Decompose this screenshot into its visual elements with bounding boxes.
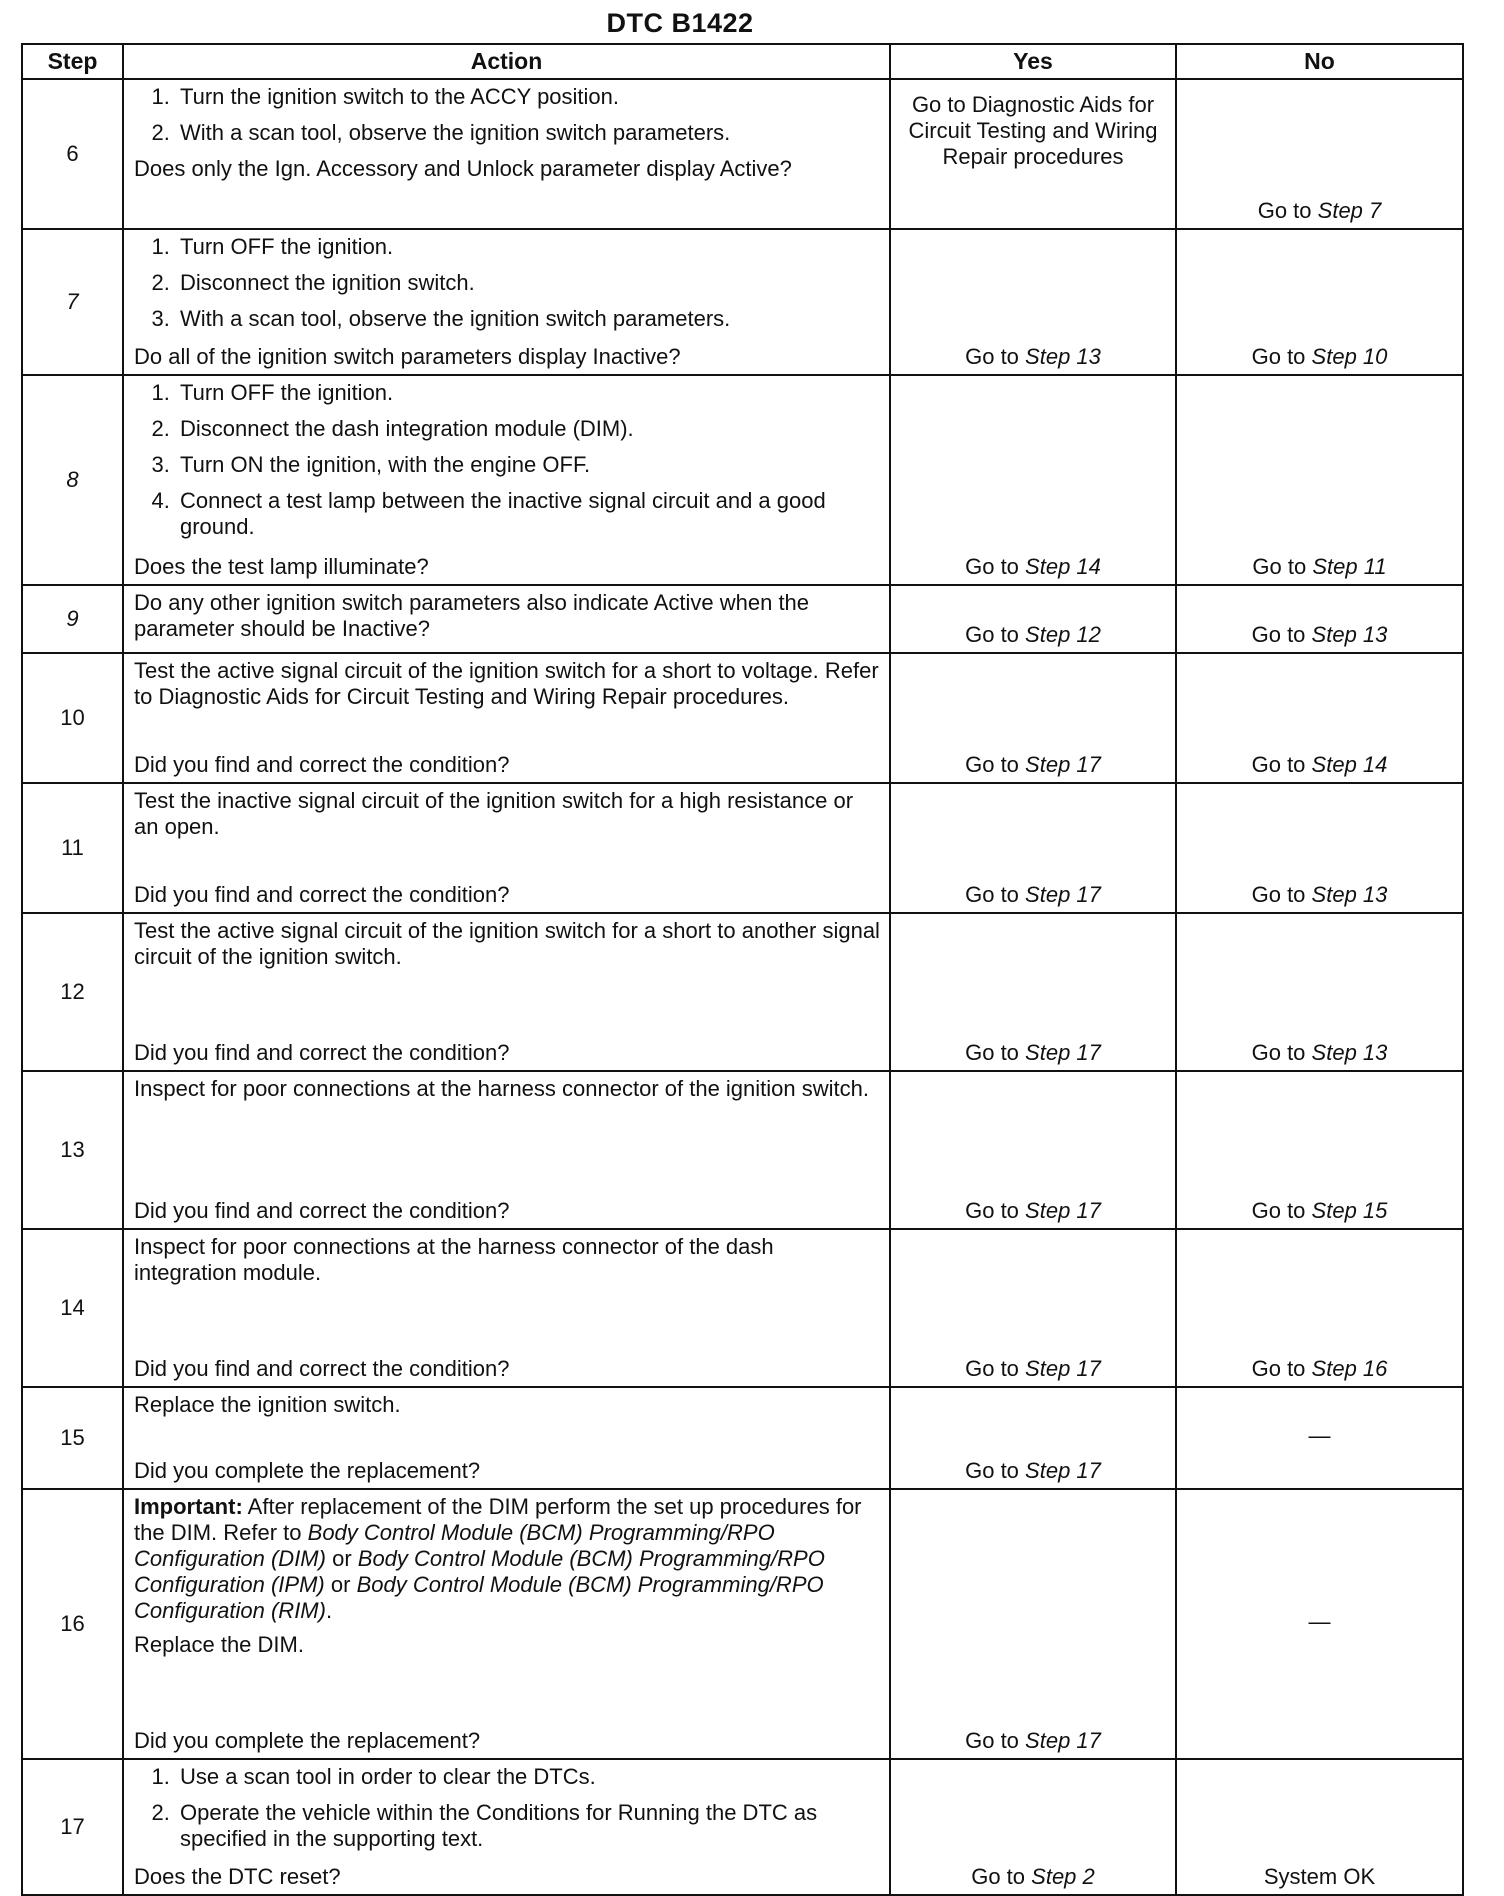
- no-cell: [1176, 1071, 1463, 1229]
- yes-cell: [890, 913, 1176, 1071]
- no-cell: [1176, 585, 1463, 653]
- action-list-item: 4. Connect a test lamp between the inactive signal circuit and a good ground.: [176, 488, 881, 540]
- step-number: 17: [22, 1759, 123, 1895]
- action-list-item: 3. With a scan tool, observe the ignition switch parameters.: [176, 306, 881, 332]
- important-note: [134, 1494, 881, 1624]
- goto-prefix: Go to: [1251, 1040, 1306, 1065]
- reference-link[interactable]: Body Control Module (BCM) Programming/RPO Configuration (RIM): [134, 1572, 824, 1623]
- no-cell: [1176, 783, 1463, 913]
- goto-step-link[interactable]: Step 16: [1311, 1356, 1388, 1381]
- no-cell: [1176, 1387, 1463, 1489]
- table-header-row: [22, 44, 1463, 79]
- table-row: [22, 1071, 1463, 1229]
- action-question: Did you find and correct the condition?: [134, 1198, 510, 1223]
- goto-prefix: Go to: [965, 1458, 1019, 1483]
- no-cell: [1176, 913, 1463, 1071]
- action-cell: [123, 229, 890, 375]
- step-number: 8: [22, 375, 123, 585]
- goto-prefix: Go to: [1257, 198, 1312, 223]
- action-list-item: 1. Turn OFF the ignition.: [176, 380, 881, 406]
- reference-link[interactable]: Body Control Module (BCM) Programming/RPO Configuration (IPM): [134, 1546, 825, 1597]
- header-no: No: [1176, 44, 1463, 79]
- goto-prefix: Go to: [1251, 1198, 1306, 1223]
- no-text: —: [1308, 1423, 1331, 1448]
- goto-prefix: Go to: [965, 1040, 1019, 1065]
- action-list: [134, 1764, 881, 1852]
- goto-step-link[interactable]: Step 12: [1025, 622, 1101, 647]
- action-question: Does the test lamp illuminate?: [134, 554, 429, 579]
- goto-step-link[interactable]: Step 15: [1311, 1198, 1388, 1223]
- yes-cell: [890, 1387, 1176, 1489]
- goto-step-link[interactable]: Step 17: [1025, 1198, 1101, 1223]
- action-text: Inspect for poor connections at the harness connector of the dash integration module.: [134, 1234, 774, 1285]
- action-list-item: 1. Turn OFF the ignition.: [176, 234, 881, 260]
- action-cell: [123, 1759, 890, 1895]
- goto-step-link[interactable]: Step 7: [1317, 198, 1382, 223]
- goto-prefix: Go to: [1251, 1356, 1306, 1381]
- no-cell: [1176, 79, 1463, 229]
- goto-step-link[interactable]: Step 13: [1311, 1040, 1388, 1065]
- yes-cell: [890, 653, 1176, 783]
- goto-prefix: Go to: [1252, 554, 1307, 579]
- goto-step-link[interactable]: Step 13: [1025, 344, 1101, 369]
- action-list-item: 1. Use a scan tool in order to clear the DTCs.: [176, 1764, 881, 1790]
- goto-prefix: Go to: [965, 622, 1019, 647]
- goto-prefix: Go to: [965, 554, 1019, 579]
- goto-prefix: Go to: [965, 1198, 1019, 1223]
- goto-prefix: Go to: [1251, 882, 1306, 907]
- goto-prefix: Go to: [965, 752, 1019, 777]
- action-list: [134, 380, 881, 540]
- document-title: DTC B1422: [606, 8, 754, 38]
- action-cell: [123, 79, 890, 229]
- step-number: 14: [22, 1229, 123, 1387]
- action-list-item: 1. Turn the ignition switch to the ACCY position.: [176, 84, 881, 110]
- conjunction: or: [330, 1572, 351, 1597]
- action-list-item: 2. Disconnect the ignition switch.: [176, 270, 881, 296]
- action-list: [134, 234, 881, 332]
- goto-step-link[interactable]: Step 13: [1311, 882, 1388, 907]
- action-text: Replace the DIM.: [134, 1632, 304, 1657]
- action-question: Did you find and correct the condition?: [134, 882, 510, 907]
- yes-cell: [890, 375, 1176, 585]
- table-row: [22, 1489, 1463, 1759]
- action-text: Do any other ignition switch parameters also indicate Active when the parameter should be Inactive?: [134, 590, 810, 641]
- table-row: [22, 375, 1463, 585]
- goto-step-link[interactable]: Step 17: [1025, 1458, 1101, 1483]
- step-number: 16: [22, 1489, 123, 1759]
- important-label: Important:: [134, 1494, 243, 1519]
- goto-prefix: Go to: [1251, 344, 1306, 369]
- action-cell: [123, 653, 890, 783]
- goto-step-link[interactable]: Step 11: [1312, 554, 1387, 579]
- no-text: System OK: [1263, 1864, 1376, 1889]
- goto-prefix: Go to: [965, 882, 1019, 907]
- no-cell: [1176, 1229, 1463, 1387]
- table-row: [22, 79, 1463, 229]
- step-number: 13: [22, 1071, 123, 1229]
- goto-prefix: Go to: [965, 1728, 1019, 1753]
- table-row: [22, 1387, 1463, 1489]
- conjunction: or: [332, 1546, 352, 1571]
- goto-prefix: Go to: [1251, 622, 1306, 647]
- goto-prefix: Go to: [965, 344, 1019, 369]
- goto-step-link[interactable]: Step 14: [1025, 554, 1101, 579]
- step-number: 11: [22, 783, 123, 913]
- table-row: [22, 913, 1463, 1071]
- no-cell: [1176, 1489, 1463, 1759]
- action-text: Test the inactive signal circuit of the ignition switch for a high resistance or an open.: [134, 788, 854, 839]
- action-text: Test the active signal circuit of the ignition switch for a short to another signal circuit of the ignition switch.: [134, 918, 880, 969]
- action-list-item: 2. Operate the vehicle within the Conditions for Running the DTC as specified in the supporting text.: [176, 1800, 881, 1852]
- action-cell: [123, 1387, 890, 1489]
- action-question: Did you complete the replacement?: [134, 1728, 481, 1753]
- table-row: [22, 1759, 1463, 1895]
- step-number: 9: [22, 585, 123, 653]
- action-list-item: 3. Turn ON the ignition, with the engine OFF.: [176, 452, 881, 478]
- table-row: [22, 1229, 1463, 1387]
- action-text: Replace the ignition switch.: [134, 1392, 401, 1417]
- no-cell: [1176, 229, 1463, 375]
- table-row: [22, 653, 1463, 783]
- goto-step-link[interactable]: Step 13: [1311, 622, 1388, 647]
- goto-prefix: Go to: [1251, 752, 1306, 777]
- yes-text: Go to Diagnostic Aids for Circuit Testing and Wiring Repair procedures: [908, 92, 1158, 169]
- action-list-item: 2. Disconnect the dash integration module (DIM).: [176, 416, 881, 442]
- table-row: [22, 783, 1463, 913]
- header-step: Step: [22, 44, 123, 79]
- goto-step-link[interactable]: Step 17: [1025, 752, 1101, 777]
- yes-cell: [890, 1229, 1176, 1387]
- table-row: [22, 585, 1463, 653]
- yes-cell: [890, 229, 1176, 375]
- action-cell: [123, 783, 890, 913]
- no-text: —: [1308, 1609, 1331, 1634]
- dtc-table: [21, 43, 1464, 1896]
- goto-prefix: Go to: [965, 1356, 1019, 1381]
- action-list: [134, 84, 881, 146]
- action-cell: [123, 585, 890, 653]
- action-question: Did you find and correct the condition?: [134, 1356, 510, 1381]
- action-text: Inspect for poor connections at the harness connector of the ignition switch.: [134, 1076, 869, 1101]
- header-action: Action: [123, 44, 890, 79]
- yes-cell: [890, 783, 1176, 913]
- no-cell: [1176, 1759, 1463, 1895]
- goto-step-link[interactable]: Step 17: [1025, 1356, 1101, 1381]
- action-cell: [123, 1489, 890, 1759]
- goto-step-link[interactable]: Step 10: [1311, 344, 1388, 369]
- action-cell: [123, 1229, 890, 1387]
- step-number: 7: [22, 229, 123, 375]
- goto-step-link[interactable]: Step 17: [1025, 1040, 1101, 1065]
- yes-cell: [890, 1489, 1176, 1759]
- step-number: 12: [22, 913, 123, 1071]
- action-question: Did you find and correct the condition?: [134, 1040, 510, 1065]
- action-cell: [123, 913, 890, 1071]
- goto-prefix: Go to: [971, 1864, 1026, 1889]
- reference-link[interactable]: Body Control Module (BCM) Programming/RPO Configuration (DIM): [134, 1520, 775, 1571]
- goto-step-link[interactable]: Step 14: [1311, 752, 1388, 777]
- action-question: Did you find and correct the condition?: [134, 752, 510, 777]
- yes-cell: [890, 1759, 1176, 1895]
- action-question: Did you complete the replacement?: [134, 1458, 481, 1483]
- action-text: Test the active signal circuit of the ignition switch for a short to voltage. Refer to Diagnostic Aids for Circuit Testing and Wiring Repair procedures.: [134, 658, 879, 709]
- important-text: After replacement of the DIM perform the set up procedures for the DIM. Refer to: [134, 1494, 862, 1545]
- goto-step-link[interactable]: Step 2: [1031, 1864, 1095, 1889]
- no-cell: [1176, 653, 1463, 783]
- step-number: 15: [22, 1387, 123, 1489]
- yes-cell: [890, 79, 1176, 229]
- action-question: Does the DTC reset?: [134, 1864, 341, 1889]
- action-question: Does only the Ign. Accessory and Unlock parameter display Active?: [134, 156, 792, 181]
- no-cell: [1176, 375, 1463, 585]
- period: .: [325, 1598, 333, 1623]
- header-yes: Yes: [890, 44, 1176, 79]
- step-number: 6: [22, 79, 123, 229]
- yes-cell: [890, 585, 1176, 653]
- action-list-item: 2. With a scan tool, observe the ignition switch parameters.: [176, 120, 881, 146]
- table-row: [22, 229, 1463, 375]
- step-number: 10: [22, 653, 123, 783]
- yes-cell: [890, 1071, 1176, 1229]
- action-cell: [123, 375, 890, 585]
- action-question: Do all of the ignition switch parameters display Inactive?: [134, 344, 681, 369]
- goto-step-link[interactable]: Step 17: [1025, 1728, 1101, 1753]
- goto-step-link[interactable]: Step 17: [1025, 882, 1101, 907]
- action-cell: [123, 1071, 890, 1229]
